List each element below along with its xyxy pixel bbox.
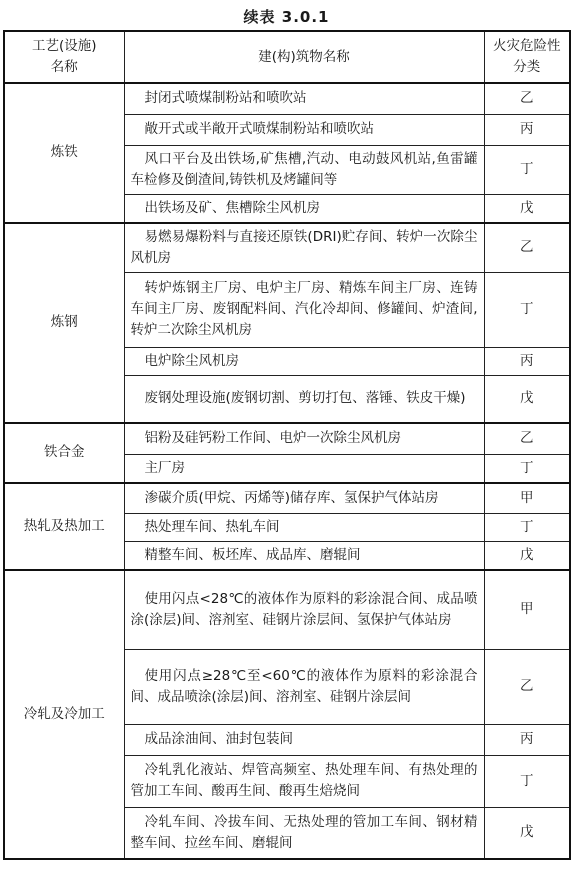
table-row bbox=[4, 570, 570, 649]
header-class-line-1: 火灾危险性 bbox=[493, 38, 561, 54]
hazard-class-cell: 丙 bbox=[484, 347, 570, 375]
header-building: 建(构)筑物名称 bbox=[124, 31, 484, 83]
building-name-cell: 出铁场及矿、焦槽除尘风机房 bbox=[124, 194, 484, 223]
process-name-cell: 炼钢 bbox=[4, 223, 124, 424]
table-row bbox=[4, 223, 570, 273]
building-name-cell: 使用闪点≥28℃至<60℃的液体作为原料的彩涂混合间、成品喷涂(涂层)间、溶剂室、硅钢片涂层间 bbox=[124, 649, 484, 724]
building-name-cell: 封闭式喷煤制粉站和喷吹站 bbox=[124, 83, 484, 114]
hazard-class-cell: 甲 bbox=[484, 570, 570, 649]
building-name-cell: 渗碳介质(甲烷、丙烯等)储存库、氢保护气体站房 bbox=[124, 483, 484, 514]
building-name-cell: 转炉炼钢主厂房、电炉主厂房、精炼车间主厂房、连铸车间主厂房、废钢配料间、汽化冷却间、修罐间、炉渣间,转炉二次除尘风机房 bbox=[124, 272, 484, 347]
header-class bbox=[484, 31, 570, 83]
hazard-class-cell: 丙 bbox=[484, 114, 570, 145]
building-name-cell: 热处理车间、热轧车间 bbox=[124, 514, 484, 542]
hazard-class-cell: 丁 bbox=[484, 145, 570, 194]
building-name-cell: 精整车间、板坯库、成品库、磨辊间 bbox=[124, 542, 484, 571]
fire-hazard-table bbox=[3, 30, 571, 860]
process-name-cell: 炼铁 bbox=[4, 83, 124, 223]
building-name-cell: 风口平台及出铁场,矿焦槽,汽动、电动鼓风机站,鱼雷罐车检修及倒渣间,铸铁机及烤罐间等 bbox=[124, 145, 484, 194]
hazard-class-cell: 戊 bbox=[484, 375, 570, 423]
table-row bbox=[4, 83, 570, 114]
hazard-class-cell: 乙 bbox=[484, 223, 570, 273]
process-name-cell: 冷轧及冷加工 bbox=[4, 570, 124, 859]
building-name-cell: 铝粉及硅钙粉工作间、电炉一次除尘风机房 bbox=[124, 423, 484, 454]
building-name-cell: 主厂房 bbox=[124, 454, 484, 483]
header-process-line-1: 工艺(设施) bbox=[31, 38, 97, 54]
process-name-cell: 热轧及热加工 bbox=[4, 483, 124, 571]
hazard-class-cell: 丁 bbox=[484, 755, 570, 807]
hazard-class-cell: 乙 bbox=[484, 83, 570, 114]
table-header-row bbox=[4, 31, 570, 83]
hazard-class-cell: 戊 bbox=[484, 807, 570, 859]
building-name-cell: 冷轧乳化液站、焊管高频室、热处理车间、有热处理的管加工车间、酸再生间、酸再生焙烧间 bbox=[124, 755, 484, 807]
hazard-class-cell: 乙 bbox=[484, 649, 570, 724]
building-name-cell: 电炉除尘风机房 bbox=[124, 347, 484, 375]
hazard-class-cell: 丁 bbox=[484, 272, 570, 347]
hazard-class-cell: 戊 bbox=[484, 194, 570, 223]
building-name-cell: 冷轧车间、冷拔车间、无热处理的管加工车间、钢材精整车间、拉丝车间、磨辊间 bbox=[124, 807, 484, 859]
header-class-line-2: 分类 bbox=[513, 59, 541, 75]
hazard-class-cell: 丁 bbox=[484, 454, 570, 483]
process-name-cell: 铁合金 bbox=[4, 423, 124, 483]
header-process-line-2: 名称 bbox=[50, 59, 78, 75]
header-process bbox=[4, 31, 124, 83]
table-row bbox=[4, 423, 570, 454]
building-name-cell: 敞开式或半敞开式喷煤制粉站和喷吹站 bbox=[124, 114, 484, 145]
building-name-cell: 易燃易爆粉料与直接还原铁(DRI)贮存间、转炉一次除尘风机房 bbox=[124, 223, 484, 273]
building-name-cell: 废钢处理设施(废钢切割、剪切打包、落锤、铁皮干燥) bbox=[124, 375, 484, 423]
hazard-class-cell: 戊 bbox=[484, 542, 570, 571]
building-name-cell: 成品涂油间、油封包装间 bbox=[124, 724, 484, 755]
hazard-class-cell: 乙 bbox=[484, 423, 570, 454]
building-name-cell: 使用闪点<28℃的液体作为原料的彩涂混合间、成品喷涂(涂层)间、溶剂室、硅钢片涂层间、氢保护气体站房 bbox=[124, 570, 484, 649]
hazard-class-cell: 丁 bbox=[484, 514, 570, 542]
table-title: 续表 3.0.1 bbox=[243, 8, 330, 26]
hazard-class-cell: 丙 bbox=[484, 724, 570, 755]
hazard-class-cell: 甲 bbox=[484, 483, 570, 514]
table-row bbox=[4, 483, 570, 514]
